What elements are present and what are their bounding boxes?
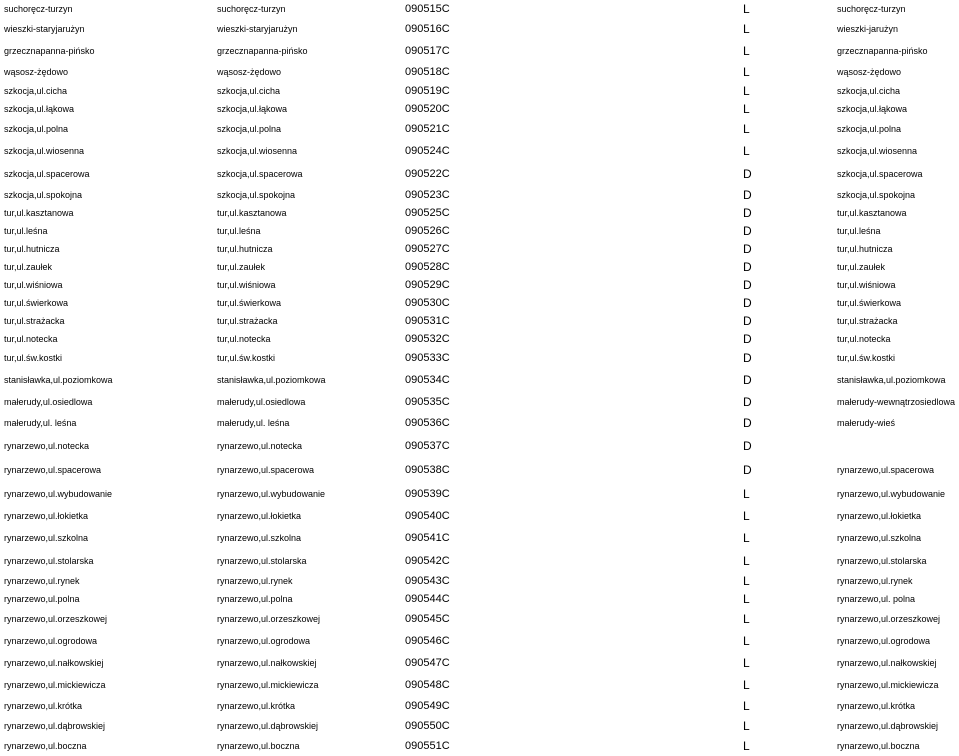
table-row (0, 716, 959, 736)
cell-code: 090521C (405, 122, 450, 135)
cell-type: D (743, 351, 752, 365)
cell-description: rynarzewo,ul.boczna (837, 740, 920, 751)
table-row (0, 550, 959, 572)
table-row (0, 652, 959, 674)
table-row (0, 294, 959, 312)
cell-location: rynarzewo,ul.dąbrowskiej (4, 720, 106, 731)
cell-description: wąsosz-żędowo (837, 66, 902, 77)
cell-type: L (743, 44, 750, 58)
cell-location-repeat: szkocja,ul.cicha (217, 85, 281, 96)
cell-type: D (743, 416, 752, 430)
cell-location: szkocja,ul.spacerowa (4, 168, 90, 179)
cell-type: D (743, 332, 752, 346)
cell-type: D (743, 395, 752, 409)
cell-location: szkocja,ul.polna (4, 123, 69, 134)
cell-code: 090542C (405, 554, 450, 567)
table-row (0, 40, 959, 62)
table-row (0, 240, 959, 258)
table-row (0, 348, 959, 368)
table-row (0, 482, 959, 506)
cell-type: L (743, 2, 750, 16)
cell-code: 090516C (405, 22, 450, 35)
cell-description: rynarzewo,ul.nałkowskiej (837, 657, 937, 668)
table-row (0, 100, 959, 118)
cell-location-repeat: małerudy,ul.osiedlowa (217, 396, 306, 407)
cell-description: rynarzewo,ul.spacerowa (837, 464, 935, 475)
table-row (0, 162, 959, 186)
cell-type: L (743, 22, 750, 36)
cell-description: rynarzewo,ul.ogrodowa (837, 635, 931, 646)
cell-description: tur,ul.leśna (837, 225, 881, 236)
cell-location: rynarzewo,ul.ogrodowa (4, 635, 98, 646)
cell-description: szkocja,ul.spokojna (837, 189, 916, 200)
table-row (0, 186, 959, 204)
cell-code: 090536C (405, 416, 450, 429)
cell-type: L (743, 678, 750, 692)
cell-location-repeat: tur,ul.hutnicza (217, 243, 273, 254)
table-row (0, 368, 959, 392)
cell-location-repeat: grzecznapanna-pińsko (217, 45, 308, 56)
cell-type: L (743, 487, 750, 501)
cell-location-repeat: rynarzewo,ul.szkolna (217, 532, 302, 543)
cell-type: L (743, 574, 750, 588)
cell-type: L (743, 699, 750, 713)
cell-code: 090534C (405, 373, 450, 386)
cell-description: szkocja,ul.wiosenna (837, 145, 918, 156)
cell-code: 090519C (405, 84, 450, 97)
cell-location: rynarzewo,ul.spacerowa (4, 464, 102, 475)
cell-description: tur,ul.hutnicza (837, 243, 893, 254)
cell-location: wąsosz-żędowo (4, 66, 69, 77)
table-row (0, 674, 959, 696)
cell-description: tur,ul.wiśniowa (837, 279, 896, 290)
cell-code: 090525C (405, 206, 450, 219)
cell-location: tur,ul.wiśniowa (4, 279, 63, 290)
cell-type: L (743, 739, 750, 753)
cell-description: rynarzewo,ul.stolarska (837, 555, 927, 566)
cell-code: 090549C (405, 699, 450, 712)
cell-location: tur,ul.strażacka (4, 315, 65, 326)
cell-location: rynarzewo,ul.stolarska (4, 555, 94, 566)
cell-description: rynarzewo,ul.rynek (837, 575, 913, 586)
cell-location: rynarzewo,ul.mickiewicza (4, 679, 106, 690)
cell-location-repeat: szkocja,ul.spokojna (217, 189, 296, 200)
cell-location: rynarzewo,ul.orzeszkowej (4, 613, 108, 624)
cell-location: tur,ul.zaułek (4, 261, 53, 272)
cell-location: szkocja,ul.wiosenna (4, 145, 85, 156)
cell-code: 090520C (405, 102, 450, 115)
table-row (0, 590, 959, 608)
cell-location-repeat: szkocja,ul.spacerowa (217, 168, 303, 179)
cell-type: L (743, 531, 750, 545)
cell-code: 090533C (405, 351, 450, 364)
cell-location-repeat: tur,ul.zaułek (217, 261, 266, 272)
cell-location: stanisławka,ul.poziomkowa (4, 374, 113, 385)
table-row (0, 118, 959, 140)
table-row (0, 736, 959, 756)
table-row (0, 62, 959, 82)
cell-description: szkocja,ul.cicha (837, 85, 901, 96)
table-row (0, 608, 959, 630)
cell-location: szkocja,ul.łąkowa (4, 103, 75, 114)
cell-description: tur,ul.notecka (837, 333, 891, 344)
cell-location-repeat: wąsosz-żędowo (217, 66, 282, 77)
table-row (0, 312, 959, 330)
cell-type: D (743, 373, 752, 387)
cell-code: 090538C (405, 463, 450, 476)
cell-location-repeat: rynarzewo,ul.ogrodowa (217, 635, 311, 646)
cell-location-repeat: stanisławka,ul.poziomkowa (217, 374, 326, 385)
cell-code: 090545C (405, 612, 450, 625)
cell-type: L (743, 102, 750, 116)
cell-type: D (743, 206, 752, 220)
cell-type: D (743, 242, 752, 256)
cell-location: rynarzewo,ul.szkolna (4, 532, 89, 543)
table-row (0, 330, 959, 348)
cell-location: tur,ul.świerkowa (4, 297, 69, 308)
table-row (0, 572, 959, 590)
cell-code: 090548C (405, 678, 450, 691)
cell-code: 090547C (405, 656, 450, 669)
cell-location: tur,ul.św.kostki (4, 352, 63, 363)
cell-type: D (743, 260, 752, 274)
cell-type: D (743, 224, 752, 238)
table-row (0, 630, 959, 652)
cell-description: rynarzewo,ul.szkolna (837, 532, 922, 543)
cell-description: suchoręcz-turzyn (837, 3, 906, 14)
cell-description: tur,ul.kasztanowa (837, 207, 907, 218)
cell-description: małerudy-wewnątrzosiedlowa (837, 396, 956, 407)
cell-location-repeat: rynarzewo,ul.mickiewicza (217, 679, 319, 690)
cell-code: 090523C (405, 188, 450, 201)
cell-description: tur,ul.św.kostki (837, 352, 896, 363)
cell-code: 090526C (405, 224, 450, 237)
cell-code: 090551C (405, 739, 450, 752)
cell-location: małerudy,ul. leśna (4, 417, 77, 428)
table-row (0, 506, 959, 526)
cell-location: tur,ul.leśna (4, 225, 48, 236)
cell-location: rynarzewo,ul.rynek (4, 575, 80, 586)
cell-code: 090530C (405, 296, 450, 309)
table-row (0, 696, 959, 716)
table-row (0, 258, 959, 276)
cell-location: grzecznapanna-pińsko (4, 45, 95, 56)
cell-code: 090537C (405, 439, 450, 452)
cell-type: L (743, 65, 750, 79)
cell-description: grzecznapanna-pińsko (837, 45, 928, 56)
table-row (0, 276, 959, 294)
cell-location-repeat: suchoręcz-turzyn (217, 3, 286, 14)
cell-location: wieszki-staryjarużyn (4, 23, 85, 34)
cell-location-repeat: tur,ul.wiśniowa (217, 279, 276, 290)
cell-type: L (743, 509, 750, 523)
cell-location-repeat: rynarzewo,ul.dąbrowskiej (217, 720, 319, 731)
cell-description: tur,ul.świerkowa (837, 297, 902, 308)
table-row (0, 458, 959, 482)
cell-code: 090541C (405, 531, 450, 544)
cell-code: 090532C (405, 332, 450, 345)
cell-description: szkocja,ul.łąkowa (837, 103, 908, 114)
cell-description: stanisławka,ul.poziomkowa (837, 374, 946, 385)
cell-code: 090543C (405, 574, 450, 587)
cell-code: 090529C (405, 278, 450, 291)
cell-code: 090515C (405, 2, 450, 15)
cell-location-repeat: rynarzewo,ul.polna (217, 593, 293, 604)
cell-location-repeat: szkocja,ul.polna (217, 123, 282, 134)
cell-type: D (743, 439, 752, 453)
cell-location: rynarzewo,ul.polna (4, 593, 80, 604)
table-row (0, 222, 959, 240)
cell-location-repeat: rynarzewo,ul.orzeszkowej (217, 613, 321, 624)
cell-description: rynarzewo,ul.dąbrowskiej (837, 720, 939, 731)
cell-description: rynarzewo,ul.mickiewicza (837, 679, 939, 690)
cell-description: tur,ul.zaułek (837, 261, 886, 272)
cell-code: 090527C (405, 242, 450, 255)
cell-type: D (743, 296, 752, 310)
table-row (0, 412, 959, 434)
cell-description (833, 434, 959, 458)
table-row (0, 392, 959, 412)
cell-description: szkocja,ul.spacerowa (837, 168, 923, 179)
cell-location: rynarzewo,ul.boczna (4, 740, 87, 751)
cell-code: 090522C (405, 167, 450, 180)
cell-location: suchoręcz-turzyn (4, 3, 73, 14)
cell-location: szkocja,ul.spokojna (4, 189, 83, 200)
cell-code: 090544C (405, 592, 450, 605)
cell-type: L (743, 122, 750, 136)
cell-code: 090524C (405, 144, 450, 157)
cell-code: 090517C (405, 44, 450, 57)
cell-type: L (743, 554, 750, 568)
cell-description: szkocja,ul.polna (837, 123, 902, 134)
cell-type: D (743, 278, 752, 292)
cell-code: 090539C (405, 487, 450, 500)
cell-description: rynarzewo,ul.krótka (837, 700, 916, 711)
cell-location-repeat: rynarzewo,ul.notecka (217, 440, 303, 451)
table-row (0, 0, 959, 18)
table-row (0, 82, 959, 100)
cell-location: rynarzewo,ul.wybudowanie (4, 488, 113, 499)
table-row (0, 204, 959, 222)
cell-code: 090550C (405, 719, 450, 732)
cell-location-repeat: małerudy,ul. leśna (217, 417, 290, 428)
cell-location-repeat: wieszki-staryjarużyn (217, 23, 298, 34)
cell-code: 090531C (405, 314, 450, 327)
cell-location: rynarzewo,ul.nałkowskiej (4, 657, 104, 668)
cell-description: rynarzewo,ul. polna (837, 593, 916, 604)
cell-description: rynarzewo,ul.łokietka (837, 510, 922, 521)
cell-location-repeat: tur,ul.strażacka (217, 315, 278, 326)
cell-description: tur,ul.strażacka (837, 315, 898, 326)
cell-location: tur,ul.notecka (4, 333, 58, 344)
cell-location: rynarzewo,ul.krótka (4, 700, 83, 711)
cell-location-repeat: tur,ul.notecka (217, 333, 271, 344)
cell-type: L (743, 656, 750, 670)
cell-location-repeat: rynarzewo,ul.stolarska (217, 555, 307, 566)
cell-type: D (743, 167, 752, 181)
cell-location-repeat: tur,ul.kasztanowa (217, 207, 287, 218)
cell-location-repeat: rynarzewo,ul.boczna (217, 740, 300, 751)
cell-type: D (743, 188, 752, 202)
table-row (0, 526, 959, 550)
cell-location-repeat: tur,ul.św.kostki (217, 352, 276, 363)
cell-description: wieszki-jarużyn (837, 23, 899, 34)
table-row (0, 18, 959, 40)
cell-location-repeat: szkocja,ul.łąkowa (217, 103, 288, 114)
cell-location: rynarzewo,ul.notecka (4, 440, 90, 451)
cell-type: D (743, 314, 752, 328)
cell-location-repeat: tur,ul.leśna (217, 225, 261, 236)
cell-location-repeat: rynarzewo,ul.rynek (217, 575, 293, 586)
cell-location-repeat: szkocja,ul.wiosenna (217, 145, 298, 156)
cell-type: L (743, 144, 750, 158)
cell-location: tur,ul.kasztanowa (4, 207, 74, 218)
cell-location: szkocja,ul.cicha (4, 85, 68, 96)
cell-location-repeat: rynarzewo,ul.wybudowanie (217, 488, 326, 499)
cell-code: 090518C (405, 65, 450, 78)
cell-code: 090528C (405, 260, 450, 273)
cell-type: L (743, 612, 750, 626)
table-row (0, 140, 959, 162)
cell-code: 090546C (405, 634, 450, 647)
cell-type: L (743, 719, 750, 733)
cell-location-repeat: tur,ul.świerkowa (217, 297, 282, 308)
cell-description: rynarzewo,ul.orzeszkowej (837, 613, 941, 624)
cell-code: 090535C (405, 395, 450, 408)
cell-type: D (743, 463, 752, 477)
cell-location-repeat: rynarzewo,ul.spacerowa (217, 464, 315, 475)
cell-type: L (743, 592, 750, 606)
cell-code: 090540C (405, 509, 450, 522)
cell-location: tur,ul.hutnicza (4, 243, 60, 254)
cell-description: rynarzewo,ul.wybudowanie (837, 488, 946, 499)
cell-description: małerudy-wieś (837, 417, 896, 428)
cell-location: małerudy,ul.osiedlowa (4, 396, 93, 407)
cell-location-repeat: rynarzewo,ul.nałkowskiej (217, 657, 317, 668)
table-row (0, 434, 959, 458)
cell-location: rynarzewo,ul.łokietka (4, 510, 89, 521)
cell-location-repeat: rynarzewo,ul.krótka (217, 700, 296, 711)
cell-type: L (743, 84, 750, 98)
cell-location-repeat: rynarzewo,ul.łokietka (217, 510, 302, 521)
cell-type: L (743, 634, 750, 648)
